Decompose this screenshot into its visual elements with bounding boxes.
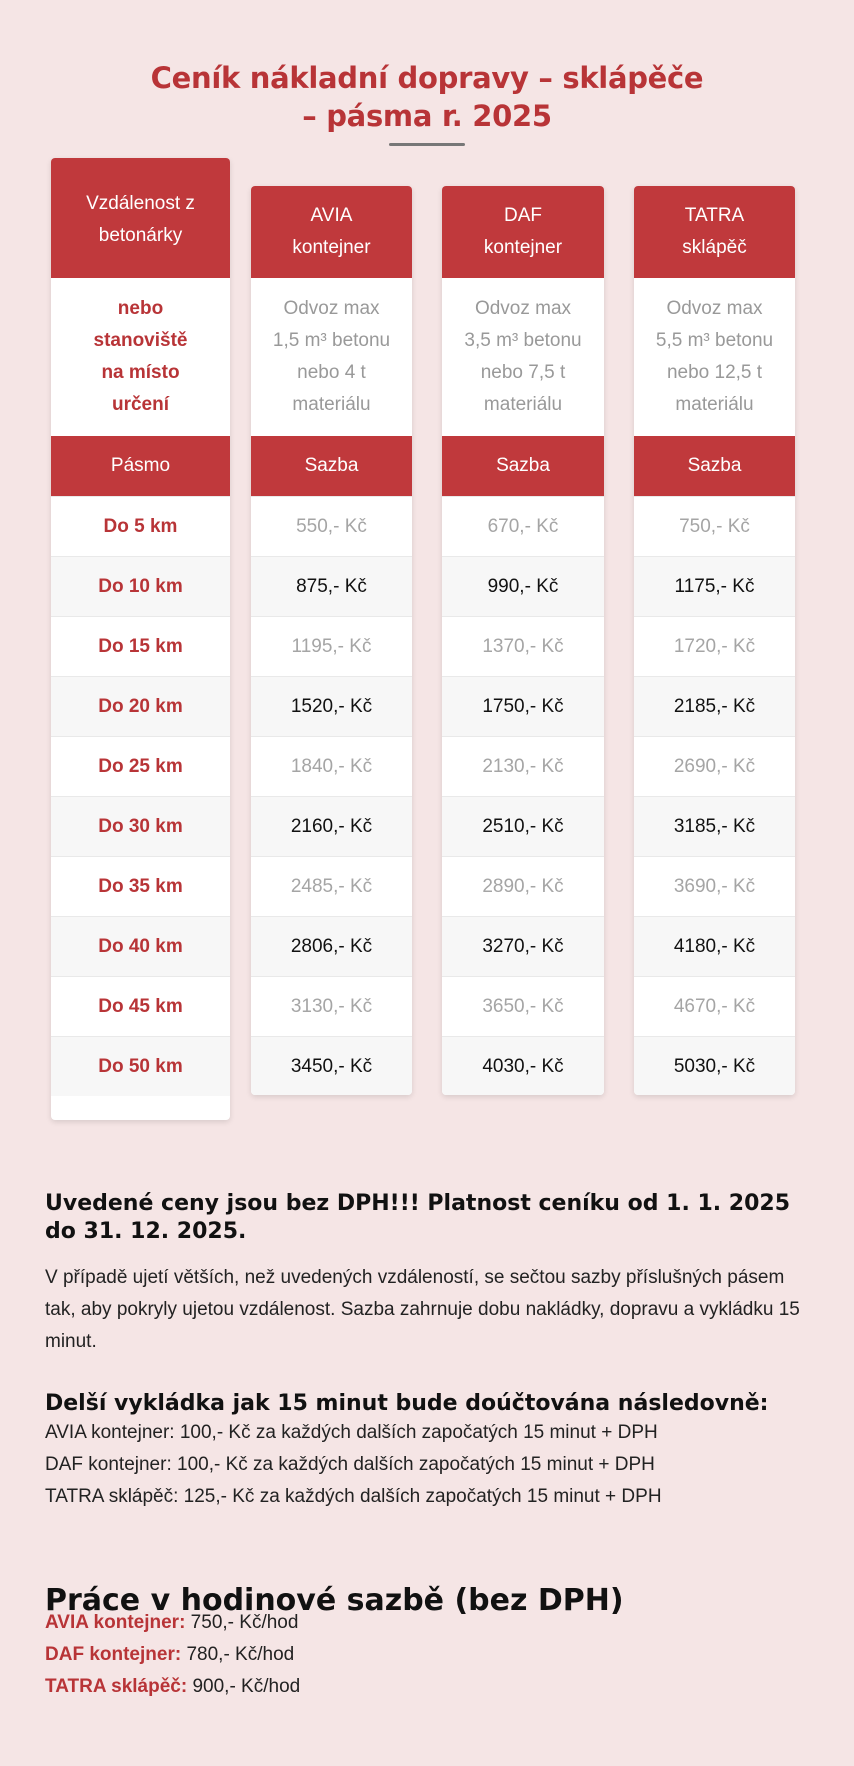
zone-cell: Do 40 km bbox=[51, 916, 230, 976]
price-cell: 875,- Kč bbox=[251, 556, 412, 616]
rate-value: 750,- Kč/hod bbox=[185, 1612, 299, 1633]
rate-value: 900,- Kč/hod bbox=[187, 1676, 301, 1697]
hourly-rate-list bbox=[45, 1607, 815, 1703]
column-header-line: TATRA bbox=[684, 205, 745, 226]
price-cell: 990,- Kč bbox=[442, 556, 604, 616]
column-header bbox=[442, 186, 604, 278]
price-cell: 1840,- Kč bbox=[251, 736, 412, 796]
zone-cell: Do 35 km bbox=[51, 856, 230, 916]
list-item bbox=[45, 1671, 815, 1703]
column-header-line: DAF bbox=[504, 205, 542, 226]
column-description-line: na místo bbox=[101, 362, 180, 383]
column-header bbox=[634, 186, 795, 278]
zone-cell: Do 20 km bbox=[51, 676, 230, 736]
column-header-line: sklápěč bbox=[682, 237, 747, 258]
column-description-line: nebo 7,5 t bbox=[480, 362, 566, 383]
price-cell: 2690,- Kč bbox=[634, 736, 795, 796]
title-divider bbox=[389, 143, 465, 146]
column-description-line: Odvoz max bbox=[283, 298, 380, 319]
hourly-rate-heading: Práce v hodinové sazbě (bez DPH) bbox=[45, 1582, 624, 1618]
price-cell: 550,- Kč bbox=[251, 496, 412, 556]
zone-cell: Do 10 km bbox=[51, 556, 230, 616]
zone-cell: Do 25 km bbox=[51, 736, 230, 796]
column-header-line: Vzdálenost z bbox=[86, 193, 195, 214]
column-header bbox=[251, 186, 412, 278]
price-cell: 5030,- Kč bbox=[634, 1036, 795, 1095]
pricing-column-avia bbox=[251, 186, 412, 1095]
price-cell: 2130,- Kč bbox=[442, 736, 604, 796]
column-subheader: Sazba bbox=[442, 436, 604, 496]
page-title-line: – pásma r. 2025 bbox=[302, 99, 552, 134]
column-description bbox=[51, 278, 230, 436]
vehicle-label: AVIA kontejner: bbox=[45, 1612, 186, 1633]
validity-text: V případě ujetí větších, než uvedených vzdáleností, se sečtou sazby příslušných pásem tak, aby pokryly ujetou vzdálenost. Sazba zahrnuje dobu nakládky, dopravu a vykládku 15 minut. bbox=[45, 1267, 800, 1352]
column-description-line: určení bbox=[111, 394, 170, 415]
price-cell: 3130,- Kč bbox=[251, 976, 412, 1036]
column-header-line: kontejner bbox=[292, 237, 371, 258]
price-cell: 3650,- Kč bbox=[442, 976, 604, 1036]
column-description-line: Odvoz max bbox=[474, 298, 572, 319]
page-title bbox=[0, 59, 854, 135]
pricing-column-zones bbox=[51, 158, 230, 1120]
validity-heading: Uvedené ceny jsou bez DPH!!! Platnost ceníku od 1. 1. 2025 do 31. 12. 2025. bbox=[45, 1191, 791, 1245]
column-description-line: 1,5 m³ betonu bbox=[272, 330, 391, 351]
list-item: TATRA sklápěč: 125,- Kč za každých dalších započatých 15 minut + DPH bbox=[45, 1486, 662, 1507]
zone-cell: Do 45 km bbox=[51, 976, 230, 1036]
rate-value: 780,- Kč/hod bbox=[181, 1644, 295, 1665]
extra-unloading-heading: Delší vykládka jak 15 minut bude doúčtována následovně: bbox=[45, 1391, 769, 1417]
column-subheader: Pásmo bbox=[51, 436, 230, 496]
column-header bbox=[51, 158, 230, 278]
zone-cell: Do 5 km bbox=[51, 496, 230, 556]
list-item bbox=[45, 1639, 815, 1671]
price-cell: 3450,- Kč bbox=[251, 1036, 412, 1095]
vehicle-label: DAF kontejner: bbox=[45, 1644, 182, 1665]
price-cell: 1750,- Kč bbox=[442, 676, 604, 736]
price-cell: 4670,- Kč bbox=[634, 976, 795, 1036]
price-cell: 2510,- Kč bbox=[442, 796, 604, 856]
zone-cell: Do 50 km bbox=[51, 1036, 230, 1096]
zone-cell: Do 30 km bbox=[51, 796, 230, 856]
list-item bbox=[45, 1607, 815, 1639]
price-cell: 2485,- Kč bbox=[251, 856, 412, 916]
price-cell: 750,- Kč bbox=[634, 496, 795, 556]
price-cell: 2160,- Kč bbox=[251, 796, 412, 856]
vehicle-label: TATRA sklápěč: bbox=[45, 1676, 188, 1697]
price-cell: 670,- Kč bbox=[442, 496, 604, 556]
price-cell: 1720,- Kč bbox=[634, 616, 795, 676]
price-cell: 1370,- Kč bbox=[442, 616, 604, 676]
price-cell: 4030,- Kč bbox=[442, 1036, 604, 1095]
column-description bbox=[251, 278, 412, 436]
price-cell: 3185,- Kč bbox=[634, 796, 795, 856]
column-description bbox=[634, 278, 795, 436]
price-cell: 1195,- Kč bbox=[251, 616, 412, 676]
list-item: AVIA kontejner: 100,- Kč za každých dalších započatých 15 minut + DPH bbox=[45, 1422, 658, 1443]
column-description-line: materiálu bbox=[483, 394, 563, 415]
column-header-line: kontejner bbox=[483, 237, 563, 258]
column-description-line: 3,5 m³ betonu bbox=[464, 330, 582, 351]
price-cell: 3270,- Kč bbox=[442, 916, 604, 976]
column-description-line: nebo bbox=[117, 298, 164, 319]
zone-cell: Do 15 km bbox=[51, 616, 230, 676]
column-header-line: AVIA bbox=[310, 205, 353, 226]
page-title-line: Ceník nákladní dopravy – sklápěče bbox=[150, 61, 704, 96]
price-cell: 1175,- Kč bbox=[634, 556, 795, 616]
price-cell: 3690,- Kč bbox=[634, 856, 795, 916]
column-description-line: materiálu bbox=[292, 394, 371, 415]
price-cell: 1520,- Kč bbox=[251, 676, 412, 736]
pricing-column-daf bbox=[442, 186, 604, 1095]
column-header-line: betonárky bbox=[98, 225, 183, 246]
extra-unloading-list bbox=[45, 1417, 815, 1513]
column-subheader: Sazba bbox=[251, 436, 412, 496]
price-cell: 2806,- Kč bbox=[251, 916, 412, 976]
price-cell: 4180,- Kč bbox=[634, 916, 795, 976]
price-cell: 2185,- Kč bbox=[634, 676, 795, 736]
column-description-line: stanoviště bbox=[93, 330, 188, 351]
column-description-line: 5,5 m³ betonu bbox=[655, 330, 774, 351]
pricing-column-tatra bbox=[634, 186, 795, 1095]
column-description-line: Odvoz max bbox=[666, 298, 763, 319]
price-cell: 2890,- Kč bbox=[442, 856, 604, 916]
column-description-line: materiálu bbox=[675, 394, 754, 415]
column-subheader: Sazba bbox=[634, 436, 795, 496]
column-description bbox=[442, 278, 604, 436]
list-item: DAF kontejner: 100,- Kč za každých dalších započatých 15 minut + DPH bbox=[45, 1454, 655, 1475]
column-description-line: nebo 12,5 t bbox=[666, 362, 763, 383]
column-description-line: nebo 4 t bbox=[297, 362, 366, 383]
